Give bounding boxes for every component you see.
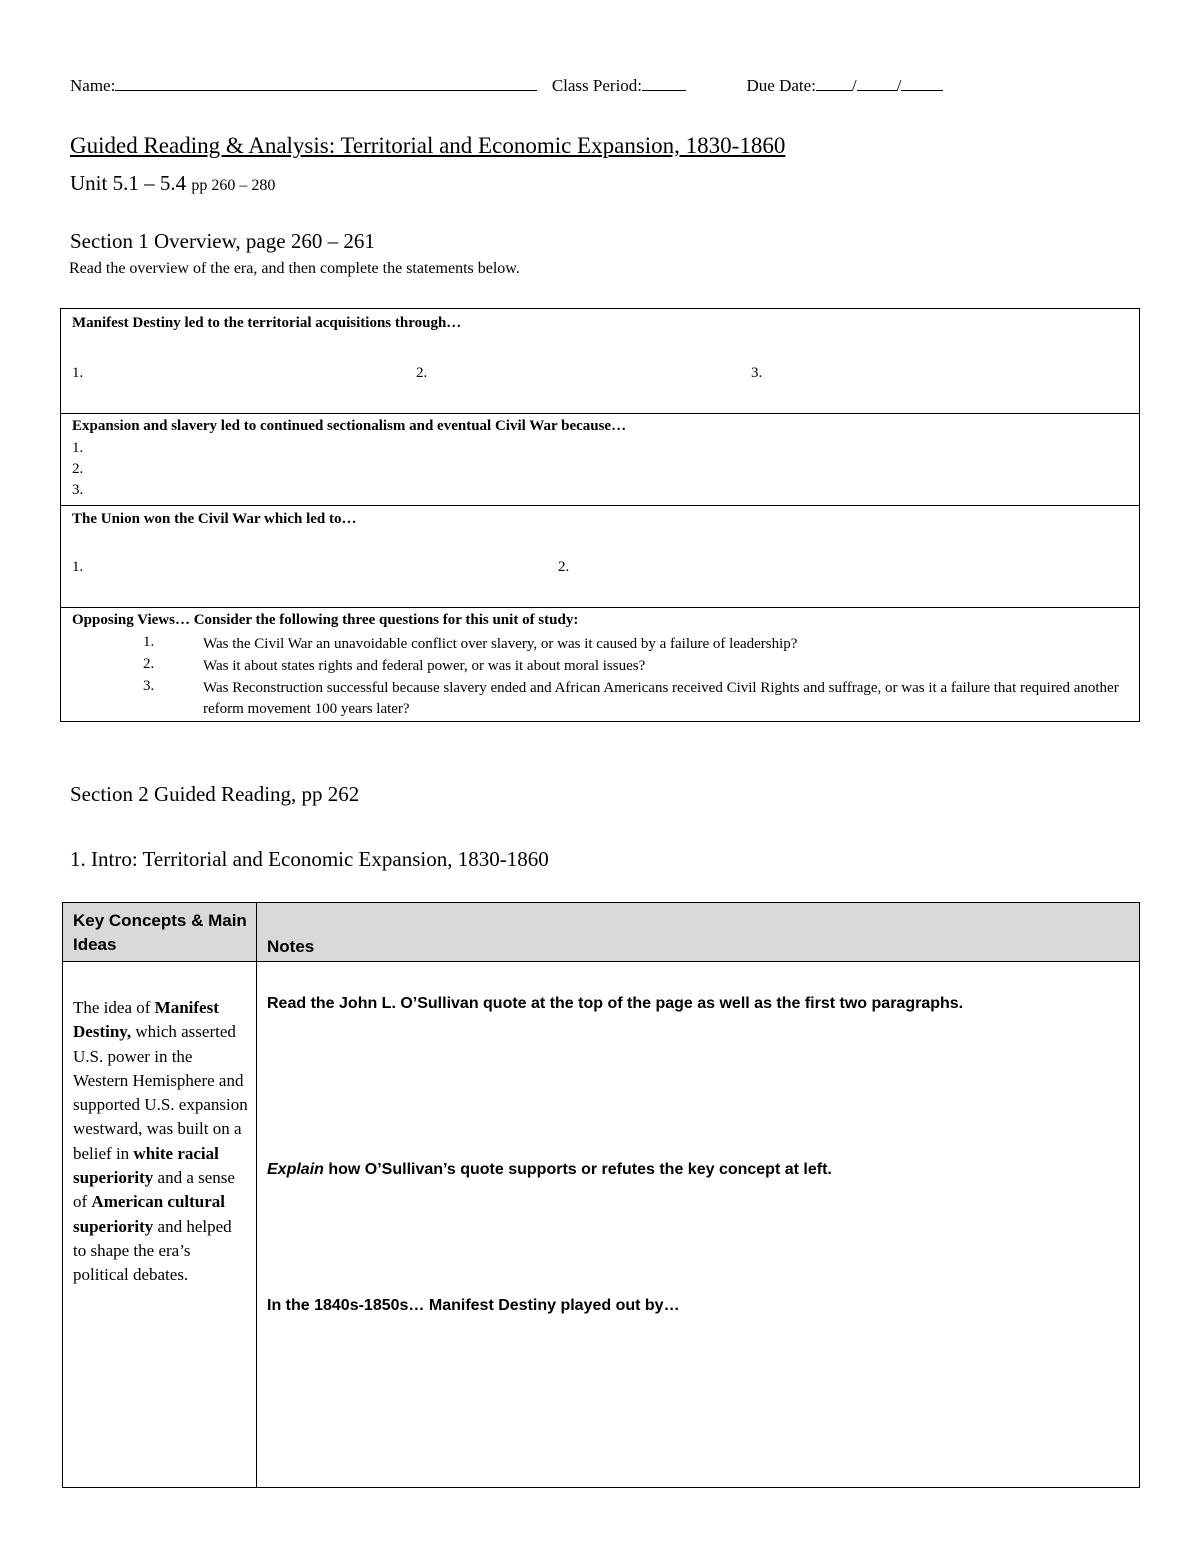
section1-heading: Section 1 Overview, page 260 – 261 xyxy=(70,229,375,253)
explain-text: how O’Sullivan’s quote supports or refutes the key concept at left. xyxy=(323,1161,832,1178)
overview-row-sectionalism[interactable] xyxy=(61,414,1139,506)
note-prompt-explain[interactable] xyxy=(267,1161,832,1179)
key-concepts-header: Key Concepts & Main Ideas xyxy=(63,903,257,962)
overview-row-union-won[interactable] xyxy=(61,506,1139,608)
concept-text: and helped to shape the era’s political debates. xyxy=(73,1216,232,1285)
class-period-label: Class Period: xyxy=(551,76,643,95)
overview-row-opposing-views xyxy=(61,608,1139,723)
concept-bold: Manifest Destiny, xyxy=(73,998,219,1042)
concept-bold: white racial superiority xyxy=(73,1143,219,1188)
overview-row-acquisitions[interactable] xyxy=(61,309,1139,414)
answer-number: 3. xyxy=(72,482,84,498)
date-separator: / xyxy=(896,76,902,95)
page-title: Guided Reading & Analysis: Territorial and Economic Expansion, 1830-1860 xyxy=(70,133,786,158)
question-text: Was Reconstruction successful because slavery ended and African Americans received Civil Rights and suffrage, or was it a failure that required another reform movement 100 years later? xyxy=(203,680,1119,717)
concept-text: The idea of xyxy=(73,998,155,1017)
student-info-line xyxy=(70,74,943,96)
intro-heading: 1. Intro: Territorial and Economic Expansion, 1830-1860 xyxy=(70,847,549,871)
overview-table xyxy=(60,308,1140,722)
answer-number: 1. xyxy=(72,440,84,456)
class-period-blank[interactable] xyxy=(642,74,686,91)
answer-number: 2. xyxy=(416,365,428,381)
answer-number: 3. xyxy=(751,365,763,381)
notes-header xyxy=(257,903,1139,962)
name-label: Name: xyxy=(70,76,116,95)
due-date-label: Due Date: xyxy=(746,76,816,95)
question-number: 2. xyxy=(143,656,155,672)
concept-text: and a sense of xyxy=(73,1168,235,1212)
note-prompt-manifest-destiny[interactable]: In the 1840s-1850s… Manifest Destiny played out by… xyxy=(267,1297,680,1314)
unit-pages: pp 260 – 280 xyxy=(191,177,276,194)
answer-number: 2. xyxy=(558,559,570,575)
section2-heading: Section 2 Guided Reading, pp 262 xyxy=(70,782,360,806)
explain-emphasis: Explain xyxy=(267,1161,324,1178)
due-day-blank[interactable] xyxy=(857,74,897,91)
due-month-blank[interactable] xyxy=(816,74,852,91)
name-blank[interactable] xyxy=(115,74,537,91)
date-separator: / xyxy=(851,76,857,95)
key-concept-text xyxy=(73,996,248,1288)
concept-text: which asserted U.S. power in the Western Hemisphere and supported U.S. expansion westward, was built on a belief in xyxy=(73,1022,248,1163)
concept-bold: American cultural superiority xyxy=(73,1192,226,1236)
row-label: Opposing Views… Consider the following three questions for this unit of study: xyxy=(72,612,579,628)
due-year-blank[interactable] xyxy=(901,74,943,91)
section1-instruction: Read the overview of the era, and then complete the statements below. xyxy=(69,260,520,277)
answer-number: 1. xyxy=(72,559,84,575)
notes-header-label: Notes xyxy=(267,937,315,956)
notes-table xyxy=(62,902,1140,1488)
answer-number: 2. xyxy=(72,461,84,477)
question-number: 3. xyxy=(143,678,155,694)
answer-number: 1. xyxy=(72,365,84,381)
column-divider xyxy=(256,962,257,1487)
question-text: Was it about states rights and federal power, or was it about moral issues? xyxy=(203,658,646,674)
row-label: Expansion and slavery led to continued sectionalism and eventual Civil War because… xyxy=(72,418,627,434)
note-prompt-read[interactable]: Read the John L. O’Sullivan quote at the top of the page as well as the first two paragraphs. xyxy=(267,995,964,1012)
unit-line xyxy=(70,171,275,196)
question-text: Was the Civil War an unavoidable conflict over slavery, or was it caused by a failure of leadership? xyxy=(203,636,798,652)
unit-label: Unit 5.1 – 5.4 xyxy=(70,171,187,195)
question-number: 1. xyxy=(143,634,155,650)
row-label: The Union won the Civil War which led to… xyxy=(72,511,357,527)
row-label: Manifest Destiny led to the territorial acquisitions through… xyxy=(72,315,462,331)
